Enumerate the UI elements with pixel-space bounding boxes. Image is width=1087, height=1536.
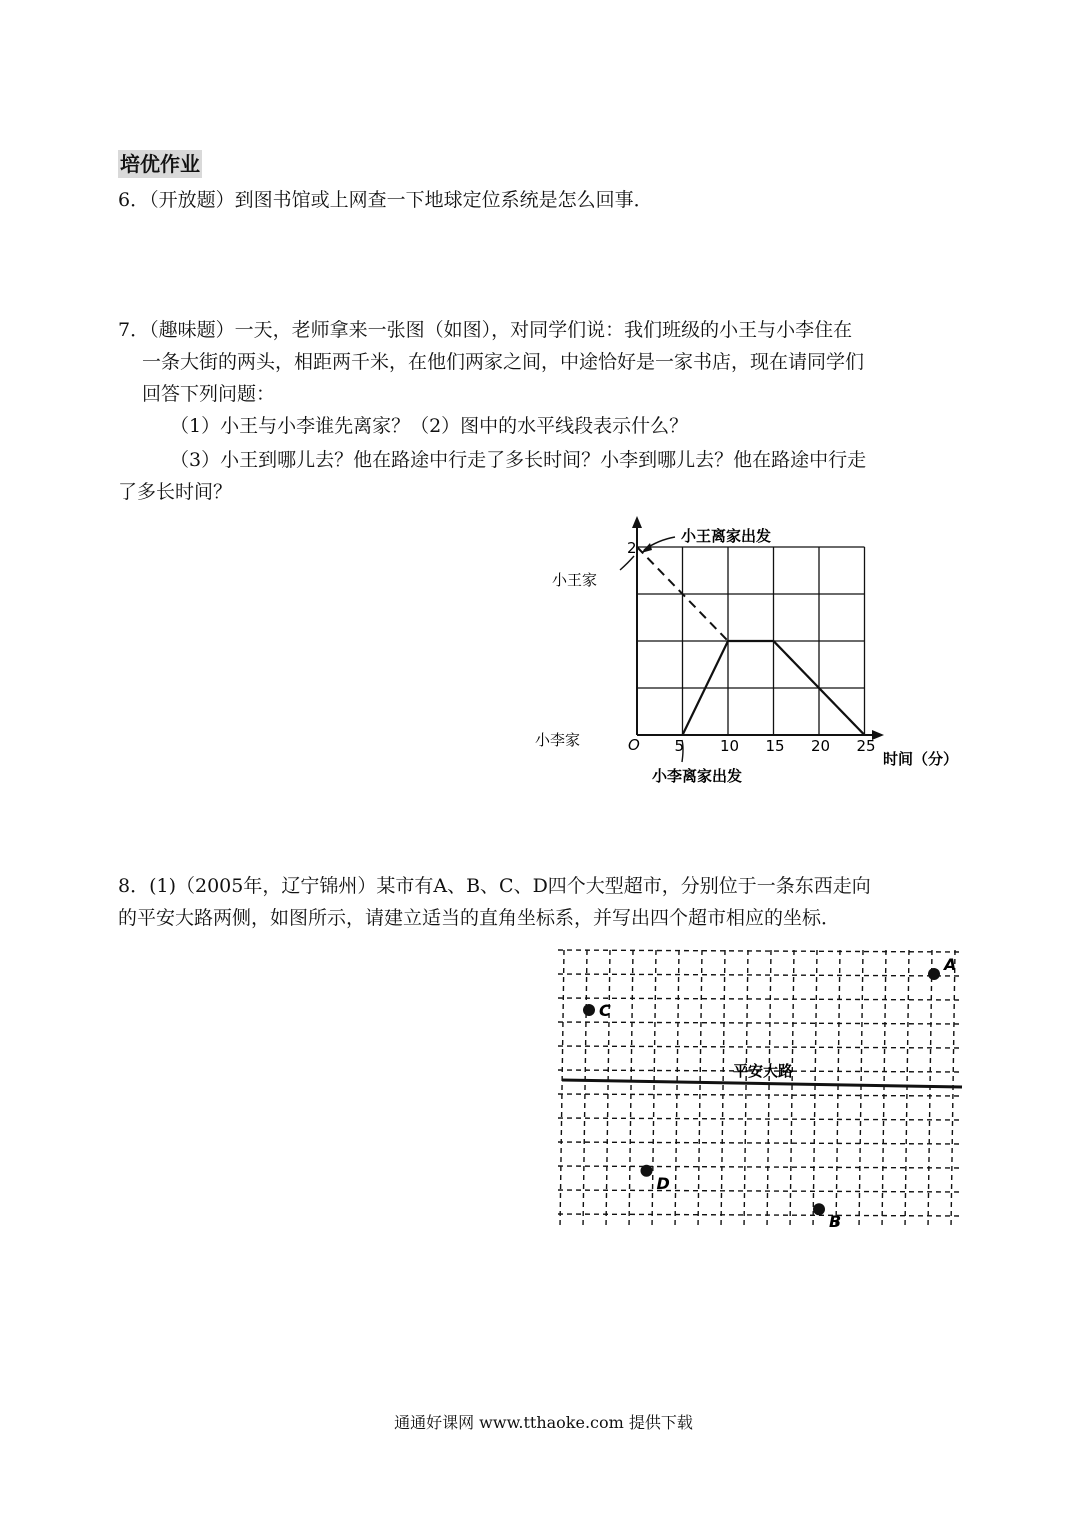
question-8-line-1: 8．(1)（2005年，辽宁锦州）某市有A、B、C、D四个大型超市，分别位于一条东西走向 [118,875,871,897]
map-grid-horizontal [558,998,961,1000]
xiaowang-start-label: 小王离家出发 [681,527,772,545]
y-top-label: 2 [627,539,637,557]
map-grid-vertical [652,950,656,1228]
map-grid-vertical [629,950,633,1228]
supermarket-c-label: C [599,1001,611,1020]
x-axis-label: 时间（分） [883,750,959,768]
supermarket-a-dot [928,968,940,980]
map-grid-vertical [813,950,817,1228]
footer-credit: 通通好课网 www.tthaoke.com 提供下载 [394,1413,693,1432]
xiaoli-home-label: 小李家 [535,731,581,749]
map-grid-vertical [560,950,564,1228]
question-7-subquestion-1-2: （1）小王与小李谁先离家？（2）图中的水平线段表示什么？ [170,415,689,437]
map-grid-horizontal [558,1214,961,1216]
map-grid-vertical [583,950,587,1228]
supermarket-a-label: A [944,955,957,974]
map-grid-vertical [721,950,725,1228]
map-grid-vertical [882,950,886,1228]
road-label: 平安大路 [733,1062,794,1080]
map-grid [558,950,961,1228]
supermarket-b-label: B [829,1212,842,1232]
question-8-line-2: 的平安大路两侧，如图所示，请建立适当的直角坐标系，并写出四个超市相应的坐标． [118,907,841,929]
x-tick-label: 20 [811,737,831,755]
map-grid-vertical [606,950,610,1228]
map-grid-vertical [767,950,771,1228]
supermarket-c-dot [583,1004,595,1016]
map-grid-vertical [744,950,748,1228]
origin-label: O [628,736,640,754]
road-line [562,1080,962,1087]
map-grid-vertical [951,950,955,1228]
question-7-line-1: 7．（趣味题）一天，老师拿来一张图（如图），对同学们说：我们班级的小王与小李住在 [118,319,853,341]
map-grid-horizontal [558,1022,961,1024]
section-heading: 培优作业 [120,152,200,176]
map-grid-vertical [790,950,794,1228]
supermarket-d-label: D [656,1173,670,1193]
question-7-line-2: 一条大街的两头，相距两千米，在他们两家之间，中途恰好是一家书店，现在请同学们 [142,351,865,373]
map-grid-vertical [859,950,863,1228]
xiaowang-home-label: 小王家 [552,571,598,589]
map-grid-horizontal [558,1166,961,1168]
map-grid-horizontal [558,1190,961,1192]
map-grid-horizontal [558,974,961,976]
supermarket-b-dot [813,1203,825,1215]
map-grid-horizontal [558,1094,961,1096]
map-grid-horizontal [558,1142,961,1144]
question-7-subquestion-3-cont: 了多长时间？ [118,481,233,503]
map-grid-vertical [698,950,702,1228]
x-tick-label: 25 [856,737,876,755]
map-grid-vertical [675,950,679,1228]
question-7-line-3: 回答下列问题： [142,383,276,405]
question-7-subquestion-3: （3）小王到哪儿去？他在路途中行走了多长时间？小李到哪儿去？他在路途中行走 [170,449,867,471]
map-grid-horizontal [558,1118,961,1120]
x-tick-label: 10 [720,737,740,755]
map-grid-horizontal [558,1046,961,1048]
xiaoli-start-label: 小李离家出发 [652,767,743,785]
map-grid-vertical [836,950,840,1228]
x-tick-label: 15 [765,737,785,755]
map-grid-horizontal [558,950,961,952]
supermarket-d-dot [641,1165,653,1177]
x-tick-label: 5 [674,737,685,755]
map-grid-vertical [928,950,932,1228]
map-grid-vertical [905,950,909,1228]
question-6: 6．（开放题）到图书馆或上网查一下地球定位系统是怎么回事． [118,189,653,211]
